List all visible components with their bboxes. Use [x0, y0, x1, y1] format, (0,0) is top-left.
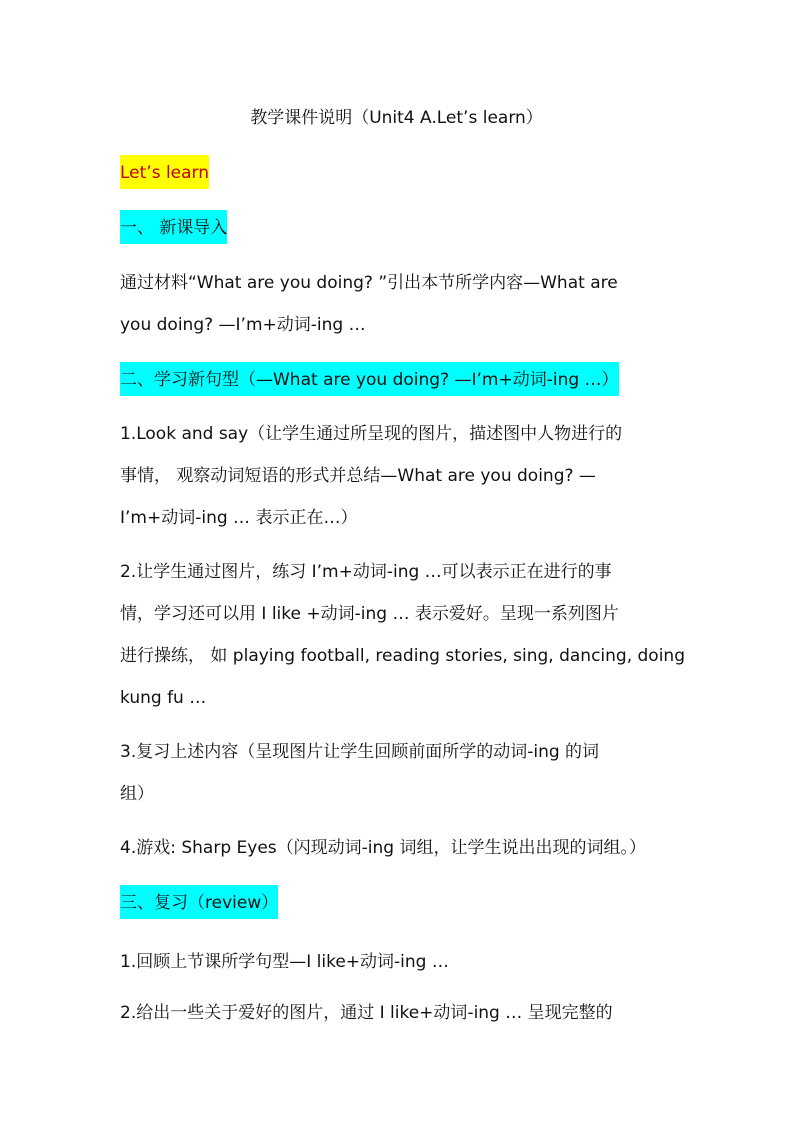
review2-line-1: 2.给出一些关于爱好的图片，通过 I like+动词-ing … 呈现完整的: [120, 1003, 613, 1023]
heading-review: 三、复习（review）: [120, 885, 278, 919]
item3-line-1: 3.复习上述内容（呈现图片让学生回顾前面所学的动词-ing 的词: [120, 742, 600, 762]
item1-line-2: 事情， 观察动词短语的形式并总结—What are you doing? —: [120, 466, 596, 486]
intro-line-2: you doing? —I’m+动词-ing …: [120, 315, 366, 335]
heading-3-wrapper: [120, 885, 278, 919]
section-label-wrapper: [120, 155, 209, 189]
heading-new-lesson: 一、 新课导入: [120, 210, 227, 244]
section-label: Let’s learn: [120, 155, 209, 189]
item1-line-1: 1.Look and say（让学生通过所呈现的图片，描述图中人物进行的: [120, 424, 623, 444]
review1-line-1: 1.回顾上节课所学句型—I like+动词-ing …: [120, 952, 449, 972]
item1-line-3: I’m+动词-ing … 表示正在…）: [120, 508, 358, 528]
heading-1-wrapper: [120, 210, 227, 244]
heading-2-wrapper: [120, 362, 619, 396]
item4-line-1: 4.游戏: Sharp Eyes（闪现动词-ing 词组，让学生说出出现的词组。）: [120, 838, 646, 858]
item2-line-3: 进行操练， 如 playing football, reading stories, sing, dancing, doing: [120, 646, 686, 666]
item2-line-1: 2.让学生通过图片，练习 I’m+动词-ing …可以表示正在进行的事: [120, 562, 612, 582]
item2-line-2: 情，学习还可以用 I like +动词-ing … 表示爱好。呈现一系列图片: [120, 604, 619, 624]
heading-new-sentence: 二、学习新句型（—What are you doing? —I’m+动词-ing …）: [120, 362, 619, 396]
document-title: 教学课件说明（Unit4 A.Let’s learn）: [250, 108, 543, 128]
item2-line-4: kung fu …: [120, 688, 207, 708]
intro-line-1: 通过材料“What are you doing? ”引出本节所学内容—What are: [120, 273, 618, 293]
item3-line-2: 组）: [120, 784, 154, 804]
